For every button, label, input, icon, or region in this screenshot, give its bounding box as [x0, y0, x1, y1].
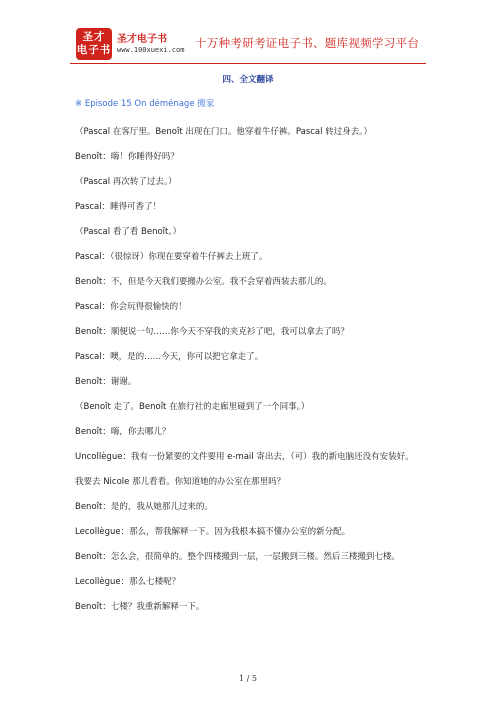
- text-line: Pascal：噢，是的……今天，你可以把它拿走了。: [75, 352, 264, 362]
- episode-heading: ※ Episode 15 On déménage 搬家: [75, 99, 215, 109]
- text-line: （Pascal 看了看 Benoît。）: [75, 227, 182, 237]
- text-line: Benoît：七楼？我重新解释一下。: [75, 602, 205, 612]
- text-line: Pascal：你会玩得很愉快的！: [75, 302, 187, 312]
- text-line: Benoît：不，但是今天我们要搬办公室。我不会穿着西装去那儿的。: [75, 277, 332, 287]
- text-line: 我要去 Nicole 那儿看看。你知道她的办公室在那里吗？: [75, 477, 286, 487]
- header-slogan: 十万种考研考证电子书、题库视频学习平台: [195, 36, 420, 50]
- logo-text-line2: 电子书: [76, 44, 112, 56]
- text-line: Benoît：怎么会，很简单的。整个四楼搬到一层，一层搬到三楼。然后三楼搬到七楼。: [75, 552, 400, 562]
- text-line: Benoît：谢谢。: [75, 377, 137, 387]
- page-header: [0, 0, 496, 62]
- brand-name: 圣才电子书: [117, 34, 167, 45]
- brand-logo: [76, 28, 112, 60]
- header-divider: [70, 63, 426, 64]
- text-line: （Pascal 再次转了过去。）: [75, 177, 177, 187]
- text-line: Lecollègue：那么，帮我解释一下。因为我根本搞不懂办公室的新分配。: [75, 527, 351, 537]
- brand-url: www.100xuexi.com: [117, 46, 185, 54]
- text-line: Benoît：嗨！你睡得好吗？: [75, 152, 179, 162]
- text-line: （Pascal 在客厅里。Benoît 出现在门口。他穿着牛仔裤。Pascal 转过身去。）: [75, 127, 372, 137]
- text-line: Benoît：嗨，你去哪儿？: [75, 427, 171, 437]
- text-line: Lecollègue：那么七楼呢？: [75, 577, 181, 587]
- text-line: （Benoît 走了。Benoît 在旅行社的走廊里碰到了一个同事。）: [75, 402, 310, 412]
- text-line: Benoît：顺便说一句……你今天不穿我的夹克衫了吧，我可以拿去了吗？: [75, 327, 349, 337]
- text-line: Pascal：（很惊讶）你现在要穿着牛仔裤去上班了。: [75, 252, 268, 262]
- page-number: 1 / 5: [239, 674, 257, 683]
- logo-text-line1: 圣才: [82, 31, 106, 43]
- text-line: Benoît：是的，我从她那儿过来的。: [75, 502, 213, 512]
- text-line: Uncollègue：我有一份紧要的文件要用 e-mail 寄出去，（可）我的新电脑还没有安装好。: [75, 452, 414, 462]
- section-title: 四、全文翻译: [222, 75, 274, 85]
- text-line: Pascal：睡得可香了！: [75, 202, 162, 212]
